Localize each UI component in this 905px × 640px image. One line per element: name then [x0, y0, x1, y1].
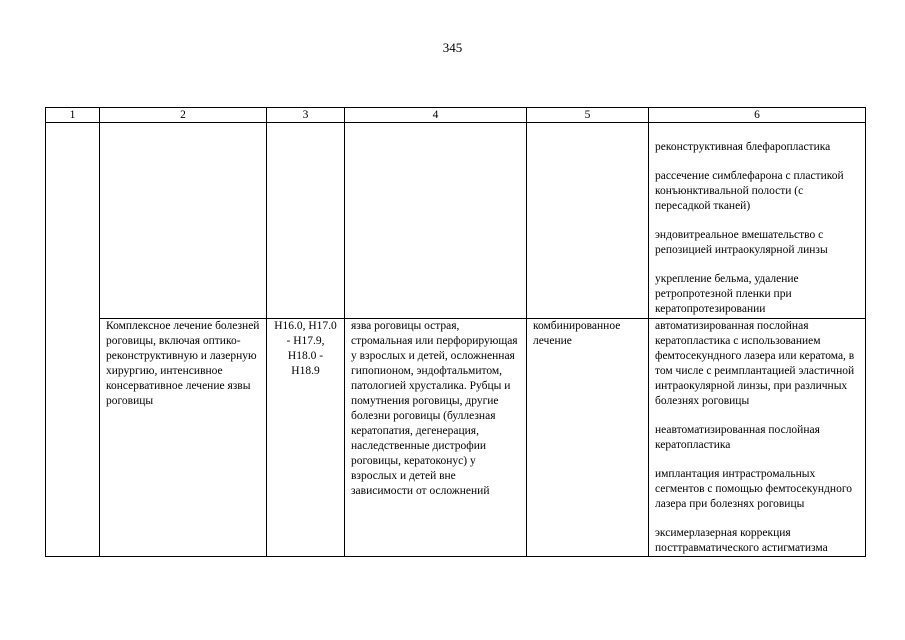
header-col-1: 1	[46, 108, 100, 123]
header-col-6: 6	[649, 108, 866, 123]
cell-treatment-profile: Комплексное лечение болезней роговицы, включая оптико-реконструктивную и лазерную хирургию, интенсивное консервативное лечение язвы роговицы	[100, 319, 267, 557]
cell-treatment-type: комбинированное лечение	[527, 319, 649, 557]
header-col-5: 5	[527, 108, 649, 123]
method-entry: эндовитреальное вмешательство с репозицией интраокулярной линзы	[655, 229, 828, 256]
method-entry: рассечение симблефарона с пластикой конъюнктивальной полости (с пересадкой тканей)	[655, 170, 844, 212]
cell-icd-codes: H16.0, H17.0 - H17.9, H18.0 - H18.9	[267, 319, 345, 557]
method-entry: автоматизированная послойная кератопластика с использованием фемтосекундного лазера или кератома, в том числе с реимплантацией эластичной интраокулярной линзы, при различных болезнях роговицы	[655, 320, 855, 407]
table-row	[46, 123, 866, 319]
method-entry: неавтоматизированная послойная кератопластика	[655, 424, 820, 451]
header-col-2: 2	[100, 108, 267, 123]
table-row	[46, 319, 866, 557]
cell-empty	[345, 123, 527, 319]
cell-methods	[649, 123, 866, 319]
method-entry: реконструктивная блефаропластика	[655, 141, 831, 153]
cell-empty	[46, 123, 100, 557]
page-number: 345	[442, 40, 463, 55]
method-entry: эксимерлазерная коррекция посттравматического астигматизма	[655, 527, 828, 554]
cell-empty	[267, 123, 345, 319]
method-entry: имплантация интрастромальных сегментов с помощью фемтосекундного лазера при болезнях роговицы	[655, 468, 852, 510]
header-col-3: 3	[267, 108, 345, 123]
cell-empty	[100, 123, 267, 319]
cell-patient-model: язва роговицы острая, стромальная или перфорирующая у взрослых и детей, осложненная гипопионом, эндофтальмитом, патологией хрусталика. Рубцы и помутнения роговицы, другие болезни роговицы (буллезная кератопатия, дегенерация, наследственные дистрофии роговицы, кератоконус) у взрослых и детей вне зависимости от осложнений	[345, 319, 527, 557]
header-row	[46, 108, 866, 123]
cell-empty	[527, 123, 649, 319]
cell-methods	[649, 319, 866, 557]
procedures-table	[45, 107, 866, 557]
header-col-4: 4	[345, 108, 527, 123]
method-entry: укрепление бельма, удаление ретропротезной пленки при кератопротезировании	[655, 273, 799, 315]
